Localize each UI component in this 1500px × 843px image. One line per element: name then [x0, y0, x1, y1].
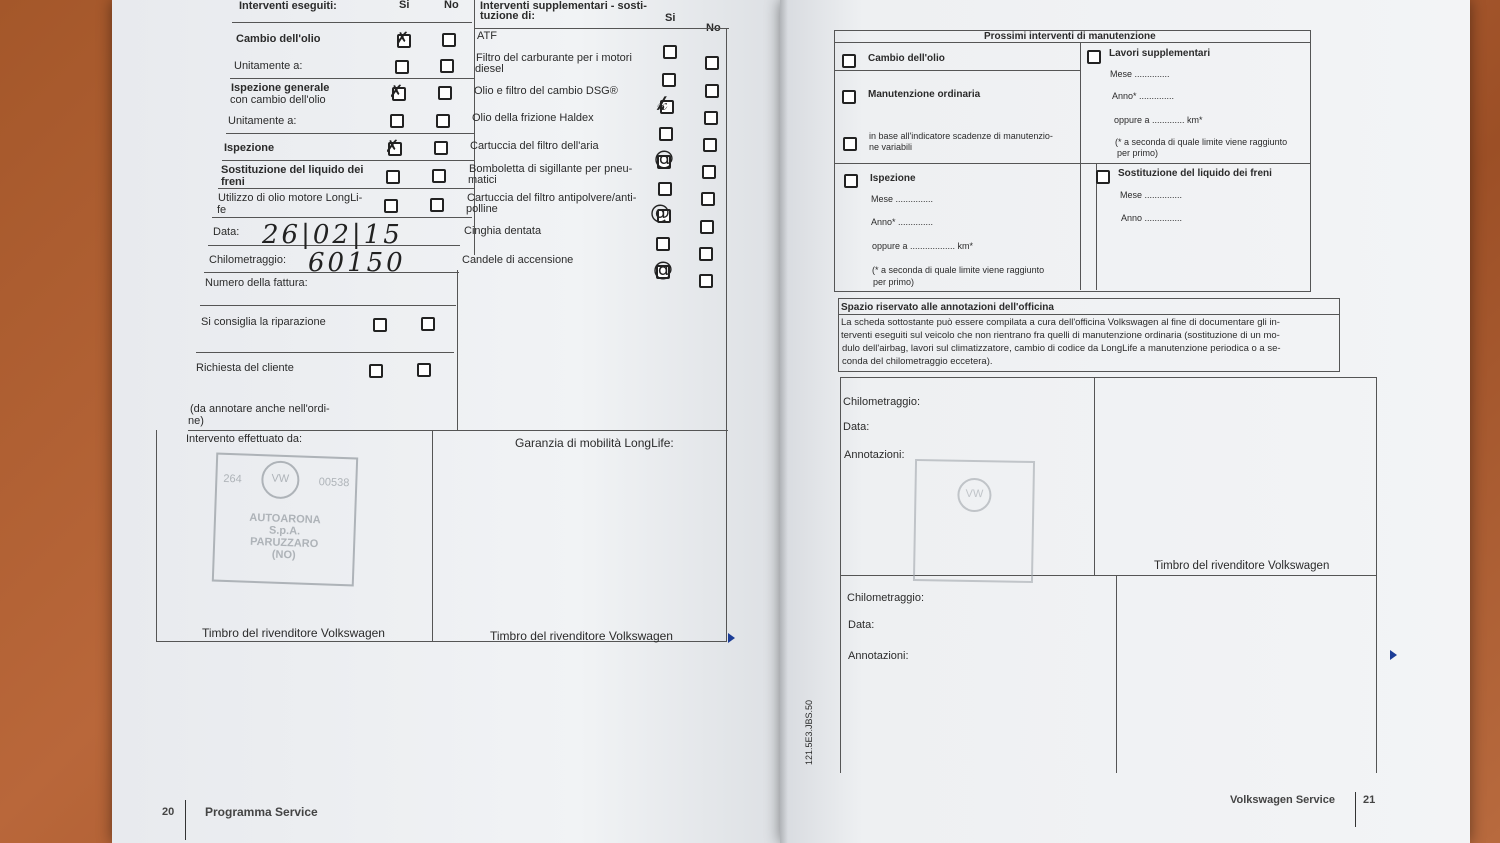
supp-sigillante: Bomboletta di sigillante per pneu-	[469, 163, 633, 175]
checkbox-supp-no-1[interactable]	[705, 56, 719, 70]
checkbox-supp-no-5[interactable]	[702, 165, 716, 179]
prox-mese-3: Mese ...............	[1120, 190, 1183, 200]
rule	[156, 430, 157, 642]
checkbox-supp-no-4[interactable]	[703, 138, 717, 152]
stamp-name: AUTOARONA	[249, 511, 321, 527]
prox-anno-3: Anno ...............	[1121, 213, 1183, 223]
checkbox-cambio-no[interactable]	[442, 33, 456, 47]
supp-atf: ATF	[477, 30, 497, 42]
footer-divider	[1355, 792, 1356, 827]
checkbox-supp-si-6[interactable]	[658, 182, 672, 196]
checkbox-supp-no-2[interactable]	[705, 84, 719, 98]
handwritten-date: 26|02|15	[262, 220, 403, 250]
scheda-line-3: dulo dell'airbag, lavori sul climatizzatore, cambio di codice da LongLife a manutenzione periodica o a se-	[842, 343, 1281, 354]
stamp-sub: S.p.A.	[268, 524, 301, 538]
prossimi-title: Prossimi interventi di manutenzione	[984, 31, 1156, 42]
scheda-line-4: conda del chilometraggio eccetera).	[842, 356, 993, 367]
prox-mese-2: Mese ...............	[871, 194, 934, 204]
record1-timbro: Timbro del rivenditore Volkswagen	[1154, 560, 1330, 572]
prox-seconda-4: per primo)	[873, 277, 915, 287]
rule	[1094, 377, 1095, 575]
page-number-right: 21	[1363, 794, 1376, 806]
supp-cinghia: Cinghia dentata	[464, 225, 542, 237]
checkbox-unitamente2-no[interactable]	[436, 114, 450, 128]
supp-filtro-aria: Cartuccia del filtro dell'aria	[470, 140, 599, 152]
prox-indicatore-2: ne variabili	[869, 142, 913, 152]
rule	[474, 28, 729, 29]
rule	[196, 352, 454, 353]
checkbox-manutenzione[interactable]	[842, 90, 856, 104]
rule	[188, 430, 728, 431]
checkbox-richiesta-si[interactable]	[369, 364, 383, 378]
checkbox-longlife-si[interactable]	[384, 199, 398, 213]
row-data: Data:	[213, 226, 240, 238]
header-supp-no: No	[706, 22, 721, 34]
rule	[834, 70, 1080, 71]
checkbox-supp-si-4[interactable]	[659, 127, 673, 141]
arrow-next-icon	[1390, 650, 1397, 660]
record1-data: Data:	[843, 421, 870, 433]
checkbox-supp-no-9[interactable]	[699, 274, 713, 288]
scheda-line-1: La scheda sottostante può essere compilata a cura dell'officina Volkswagen al fine di documentare gli in-	[841, 317, 1280, 328]
supp-olio-dsg: Olio e filtro del cambio DSG®	[474, 85, 618, 97]
spazio-title: Spazio riservato alle annotazioni dell'officina	[841, 302, 1054, 313]
supp-olio-haldex: Olio della frizione Haldex	[472, 112, 594, 124]
header-supplementari: Interventi supplementari - sosti-	[480, 0, 647, 12]
row-annotare-2: ne)	[188, 415, 204, 427]
supp-antipolvere-2: polline	[466, 203, 498, 215]
checkbox-longlife-no[interactable]	[430, 198, 444, 212]
rule	[726, 28, 727, 642]
header-supp-si: Si	[665, 12, 676, 24]
rule	[232, 22, 472, 23]
record1-annotazioni: Annotazioni:	[844, 449, 905, 461]
binding-shadow	[780, 0, 788, 843]
supp-filtro-carburante-2: diesel	[475, 63, 504, 75]
record2-annotazioni: Annotazioni:	[848, 650, 909, 662]
prox-lavori: Lavori supplementari	[1109, 48, 1211, 59]
rule	[432, 430, 433, 642]
prox-liquido-freni: Sostituzione del liquido dei freni	[1118, 168, 1272, 179]
checkbox-ispgen-no[interactable]	[438, 86, 452, 100]
row-richiesta-cliente: Richiesta del cliente	[196, 362, 294, 374]
check-mark-icon: 𝓀	[657, 91, 668, 115]
footer-title-left: Programma Service	[205, 805, 318, 819]
row-ispezione: Ispezione	[224, 142, 275, 154]
rule	[834, 163, 1310, 164]
header-no: No	[444, 0, 459, 11]
timbro-left-2: Timbro del rivenditore Volkswagen	[490, 629, 673, 643]
garanzia-longlife: Garanzia di mobilità LongLife:	[515, 436, 674, 450]
vw-logo-icon: VW	[957, 478, 992, 513]
checkbox-lavori[interactable]	[1087, 50, 1101, 64]
vw-logo-icon: VW	[261, 460, 300, 499]
checkbox-unitamente2-si[interactable]	[390, 114, 404, 128]
row-ispezione-generale-2: con cambio dell'olio	[230, 94, 326, 106]
supp-sigillante-2: matici	[468, 174, 497, 186]
row-unitamente-2: Unitamente a:	[228, 115, 297, 127]
prox-indicatore: in base all'indicatore scadenze di manutenzio-	[869, 131, 1053, 141]
checkbox-freni-no[interactable]	[432, 169, 446, 183]
row-numero-fattura: Numero della fattura:	[205, 277, 308, 289]
supp-candele: Candele di accensione	[462, 254, 574, 266]
handwritten-km: 60150	[308, 248, 406, 278]
checkbox-supp-no-8[interactable]	[699, 247, 713, 261]
prox-seconda-2: per primo)	[1117, 148, 1159, 158]
header-supplementari-2: tuzione di:	[480, 10, 535, 22]
row-olio-longlife: Utilizzo di olio motore LongLi-	[218, 192, 363, 204]
prox-oppure-2: oppure a .................. km*	[872, 241, 974, 251]
supp-filtro-carburante: Filtro del carburante per i motori	[476, 52, 632, 64]
checkbox-supp-si-2[interactable]	[662, 73, 676, 87]
checkbox-indicatore[interactable]	[843, 137, 857, 151]
left-page	[112, 0, 780, 843]
checkbox-freni-si[interactable]	[386, 170, 400, 184]
prox-manutenzione: Manutenzione ordinaria	[868, 89, 981, 100]
footer-title-right: Volkswagen Service	[1230, 794, 1335, 806]
rule	[230, 78, 474, 79]
row-ispezione-generale: Ispezione generale	[231, 82, 330, 94]
page-number-left: 20	[162, 806, 175, 818]
check-mark-icon: ✗	[389, 82, 404, 102]
row-olio-longlife-2: fe	[217, 204, 227, 216]
checkbox-ispezione-no[interactable]	[434, 141, 448, 155]
rule	[222, 160, 474, 161]
dealer-stamp-faint	[913, 459, 1035, 583]
row-chilometraggio: Chilometraggio:	[209, 254, 287, 266]
prox-anno-2: Anno* ..............	[871, 217, 934, 227]
prox-oppure: oppure a ............. km*	[1114, 115, 1203, 125]
checkbox-ispezione[interactable]	[844, 174, 858, 188]
prox-mese: Mese ..............	[1110, 69, 1170, 79]
checkbox-riparazione-si[interactable]	[373, 318, 387, 332]
row-riparazione: Si consiglia la riparazione	[201, 316, 326, 328]
rule	[226, 133, 474, 134]
rule	[1116, 575, 1117, 773]
header-si: Si	[399, 0, 410, 11]
checkbox-supp-no-7[interactable]	[700, 220, 714, 234]
scheda-line-2: terventi eseguiti sul veicolo che non rientrano fra quelli di manutenzione ordinaria (sostituzione di un mo-	[841, 330, 1280, 341]
record2-data: Data:	[848, 619, 875, 631]
prox-seconda-3: (* a seconda di quale limite viene raggiunto	[872, 265, 1045, 275]
record1-chilometraggio: Chilometraggio:	[843, 396, 921, 408]
prox-anno: Anno* ..............	[1112, 91, 1175, 101]
checkbox-richiesta-no[interactable]	[417, 363, 431, 377]
rule	[218, 188, 474, 189]
prox-cambio-olio: Cambio dell'olio	[868, 53, 945, 64]
dealer-stamp	[212, 453, 358, 587]
rule	[834, 42, 1310, 43]
stamp-num2: 00538	[318, 476, 350, 490]
row-unitamente: Unitamente a:	[234, 60, 303, 72]
checkbox-supp-si-8[interactable]	[656, 237, 670, 251]
checkbox-unitamente-no[interactable]	[440, 59, 454, 73]
header-interventi: Interventi eseguiti:	[239, 0, 337, 12]
checkbox-cambio-olio[interactable]	[842, 54, 856, 68]
timbro-left-1: Timbro del rivenditore Volkswagen	[202, 626, 385, 640]
check-mark-icon: ✗	[395, 29, 410, 49]
document-code: 121.5E3.JBS.50	[804, 699, 814, 765]
stamp-prov: (NO)	[271, 548, 296, 562]
checkbox-unitamente-si[interactable]	[395, 60, 409, 74]
rule	[1080, 42, 1081, 290]
prox-ispezione: Ispezione	[870, 173, 916, 184]
row-liquido-freni-2: freni	[221, 176, 245, 188]
checkbox-supp-no-6[interactable]	[701, 192, 715, 206]
footer-divider	[185, 800, 186, 840]
rule	[838, 314, 1339, 315]
stamp-city: PARUZZARO	[249, 535, 319, 551]
check-mark-icon: @	[653, 257, 673, 281]
supp-antipolvere: Cartuccia del filtro antipolvere/anti-	[467, 192, 637, 204]
row-annotare: (da annotare anche nell'ordi-	[190, 403, 330, 415]
check-mark-icon: ✗	[385, 137, 400, 157]
arrow-next-icon	[728, 633, 735, 643]
row-liquido-freni: Sostituzione del liquido dei	[221, 164, 364, 176]
checkbox-liquido-freni[interactable]	[1096, 170, 1110, 184]
rule	[212, 217, 472, 218]
row-cambio-olio: Cambio dell'olio	[236, 33, 321, 45]
checkbox-supp-no-3[interactable]	[704, 111, 718, 125]
check-mark-icon: @	[654, 146, 674, 170]
stamp-num1: 264	[223, 472, 242, 486]
record2-chilometraggio: Chilometraggio:	[847, 592, 925, 604]
rule	[200, 305, 456, 306]
row-effettuato-da: Intervento effettuato da:	[186, 433, 302, 445]
right-page	[780, 0, 1470, 843]
rule	[457, 270, 458, 430]
prox-seconda: (* a seconda di quale limite viene raggiunto	[1115, 137, 1288, 147]
check-mark-icon: @	[650, 200, 670, 224]
rule	[474, 0, 475, 255]
checkbox-supp-si-1[interactable]	[663, 45, 677, 59]
checkbox-riparazione-no[interactable]	[421, 317, 435, 331]
